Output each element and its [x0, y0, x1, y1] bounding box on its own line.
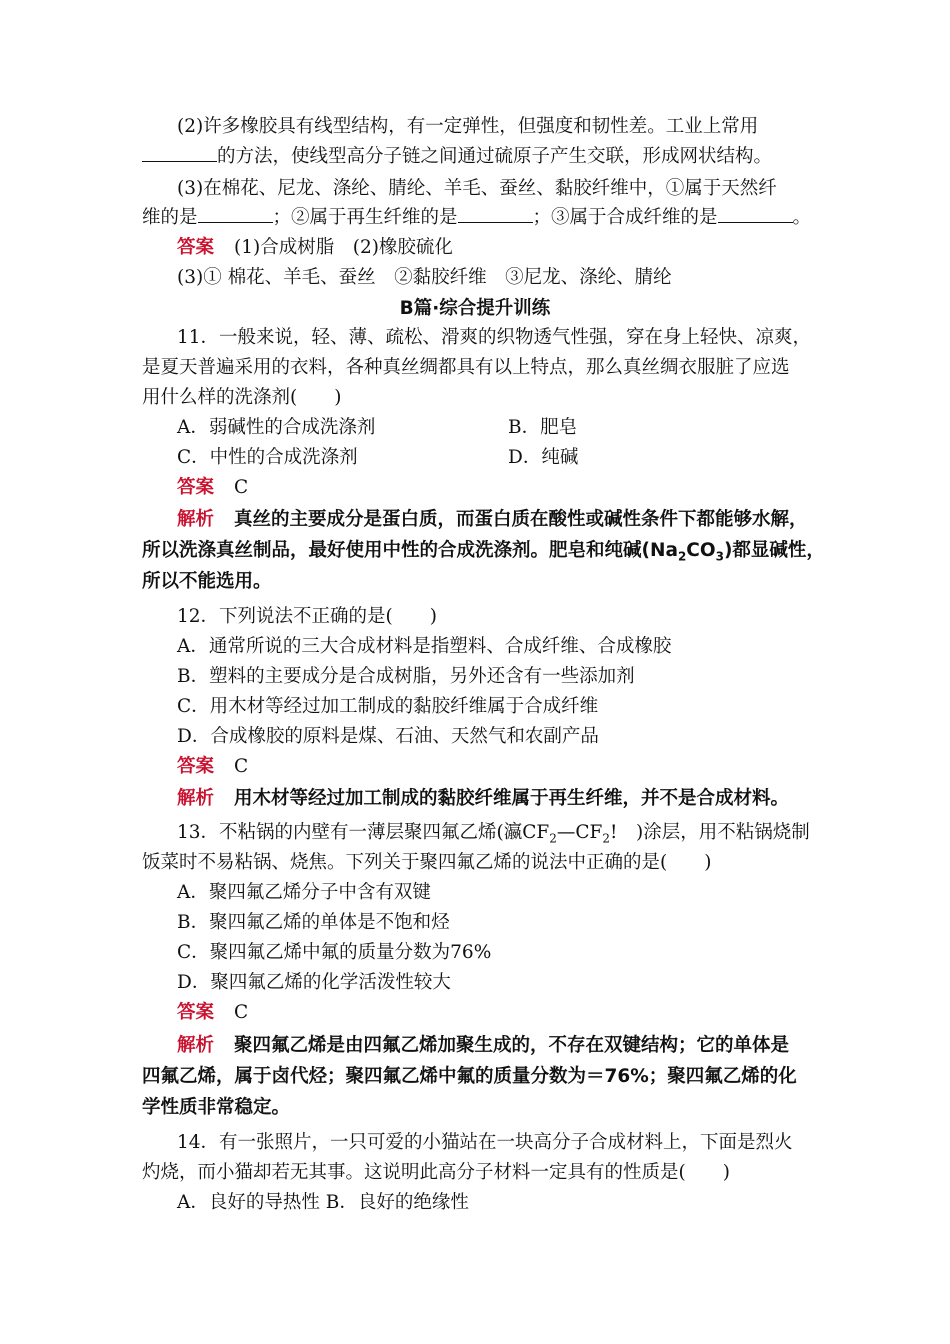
q10-part2-line2: 的方法，使线型高分子链之间通过硫原子产生交联，形成网状结构。 — [142, 142, 812, 172]
answer-label: 答案 — [177, 477, 215, 498]
q10-part2-line1: (2)许多橡胶具有线型结构，有一定弹性，但强度和韧性差。工业上常用 — [177, 116, 759, 137]
q12-analysis: 解析 用木材等经过加工制成的黏胶纤维属于再生纤维，并不是合成材料。 — [177, 788, 790, 809]
q10-answer-line2: (3)① 棉花、羊毛、蚕丝 ②黏胶纤维 ③尼龙、涤纶、腈纶 — [177, 267, 672, 288]
q11-analysis-line2: 所以洗涤真丝制品，最好使用中性的合成洗涤剂。肥皂和纯碱$(Na_2CO_3)$都显碱性， — [142, 540, 825, 564]
q13-option-b: B．聚四氟乙烯的单体是不饱和烃 — [177, 912, 450, 933]
q13-option-d: D．聚四氟乙烯的化学活泼性较大 — [177, 972, 451, 993]
q12-option-b: B．塑料的主要成分是合成树脂，另外还含有一些添加剂 — [177, 666, 635, 687]
q11-stem-line3: 用什么样的洗涤剂( ) — [142, 387, 342, 408]
answer-label: 答案 — [177, 756, 215, 777]
answer-blank — [718, 204, 793, 223]
q11-option-d: D．纯碱 — [508, 447, 579, 468]
answer-blank — [198, 204, 273, 223]
q13-stem-line2: 饭菜时不易粘锅、烧焦。下列关于聚四氟乙烯的说法中正确的是( ) — [142, 852, 712, 873]
answer-label: 答案 — [177, 1002, 215, 1023]
q14-stem-line2: 灼烧，而小猫却若无其事。这说明此高分子材料一定具有的性质是( ) — [142, 1162, 730, 1183]
answer-blank — [458, 204, 533, 223]
q13-stem-line1: 13．不粘锅的内壁有一薄层聚四氟乙烯(瀛$CF_2—CF_2$! )涂层，用不粘锅烧制 — [177, 822, 810, 846]
q12-option-c: C．用木材等经过加工制成的黏胶纤维属于合成纤维 — [177, 696, 599, 717]
answer-label: 答案 — [177, 237, 215, 258]
q11-stem-line2: 是夏天普遍采用的衣料，各种真丝绸都具有以上特点，那么真丝绸衣服脏了应选 — [142, 357, 790, 378]
q11-answer: 答案 C — [177, 477, 249, 498]
section-title: B篇·综合提升训练 — [399, 298, 551, 319]
q11-option-c: C．中性的合成洗涤剂 — [177, 447, 358, 468]
q11-option-a: A．弱碱性的合成洗涤剂 — [177, 417, 376, 438]
q12-option-d: D．合成橡胶的原料是煤、石油、天然气和农副产品 — [177, 726, 599, 747]
q12-stem: 12．下列说法不正确的是( ) — [177, 606, 437, 627]
q11-option-b: B．肥皂 — [508, 417, 578, 438]
q10-answer-line1: 答案 (1)合成树脂 (2)橡胶硫化 — [177, 237, 453, 258]
q13-option-c: C．聚四氟乙烯中氟的质量分数为76% — [177, 942, 492, 963]
q13-option-a: A．聚四氟乙烯分子中含有双键 — [177, 882, 431, 903]
q14-options-row1: A．良好的导热性 B．良好的绝缘性 — [177, 1192, 469, 1213]
answer-blank — [142, 143, 217, 162]
q13-analysis-line1: 解析 聚四氟乙烯是由四氟乙烯加聚生成的，不存在双键结构；它的单体是 — [177, 1035, 790, 1056]
analysis-label: 解析 — [177, 509, 215, 530]
q12-answer: 答案 C — [177, 756, 249, 777]
analysis-label: 解析 — [177, 788, 215, 809]
analysis-label: 解析 — [177, 1035, 215, 1056]
q11-analysis-line3: 所以不能选用。 — [142, 571, 272, 592]
q12-option-a: A．通常所说的三大合成材料是指塑料、合成纤维、合成橡胶 — [177, 636, 672, 657]
q14-stem-line1: 14．有一张照片，一只可爱的小猫站在一块高分子合成材料上，下面是烈火 — [177, 1132, 793, 1153]
q10-part3-line2: 维的是 ；②属于再生纤维的是 ；③属于合成纤维的是 。 — [142, 203, 812, 233]
q13-analysis-line3: 学性质非常稳定。 — [142, 1097, 291, 1118]
q13-analysis-line2: 四氟乙烯，属于卤代烃；聚四氟乙烯中氟的质量分数为＝76%；聚四氟乙烯的化 — [142, 1066, 797, 1087]
q10-part3-line1: (3)在棉花、尼龙、涤纶、腈纶、羊毛、蚕丝、黏胶纤维中，①属于天然纤 — [177, 178, 777, 199]
q11-analysis-line1: 解析 真丝的主要成分是蛋白质，而蛋白质在酸性或碱性条件下都能够水解， — [177, 509, 808, 530]
q11-stem-line1: 11．一般来说，轻、薄、疏松、滑爽的织物透气性强，穿在身上轻快、凉爽， — [177, 327, 812, 348]
q13-answer: 答案 C — [177, 1002, 249, 1023]
